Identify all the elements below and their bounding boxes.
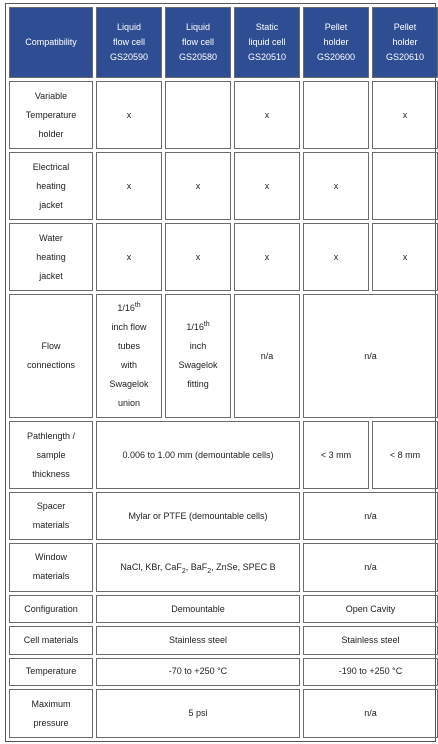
table-row-cell-materials bbox=[9, 626, 438, 654]
table-row-electrical-heating bbox=[9, 152, 438, 220]
row-label: Pathlength / sample thickness bbox=[9, 421, 93, 489]
cell-liquid-cells: Mylar or PTFE (demountable cells) bbox=[96, 492, 300, 540]
cell-gs20610: x bbox=[372, 81, 438, 149]
row-label: Spacer materials bbox=[9, 492, 93, 540]
row-label: Window materials bbox=[9, 543, 93, 592]
header-gs20590: Liquid flow cell GS20590 bbox=[96, 7, 162, 78]
table-row-variable-temperature bbox=[9, 81, 438, 149]
table-row-configuration bbox=[9, 595, 438, 623]
row-label: Flow connections bbox=[9, 294, 93, 418]
cell-gs20600: x bbox=[303, 223, 369, 291]
cell-liquid-cells: Demountable bbox=[96, 595, 300, 623]
cell-gs20610: x bbox=[372, 223, 438, 291]
cell-liquid-cells: 0.006 to 1.00 mm (demountable cells) bbox=[96, 421, 300, 489]
cell-gs20590: x bbox=[96, 223, 162, 291]
table-row-water-heating bbox=[9, 223, 438, 291]
cell-gs20590: 1/16th inch flow tubes with Swagelok union bbox=[96, 294, 162, 418]
row-label: Temperature bbox=[9, 658, 93, 686]
cell-pellet-holders: n/a bbox=[303, 492, 438, 540]
row-label: Water heating jacket bbox=[9, 223, 93, 291]
cell-liquid-cells: -70 to +250 °C bbox=[96, 658, 300, 686]
cell-gs20610: < 8 mm bbox=[372, 421, 438, 489]
cell-gs20580: x bbox=[165, 223, 231, 291]
cell-gs20580 bbox=[165, 81, 231, 149]
cell-pellet-holders: Open Cavity bbox=[303, 595, 438, 623]
table-row-pathlength bbox=[9, 421, 438, 489]
header-gs20600: Pellet holder GS20600 bbox=[303, 7, 369, 78]
cell-pellet-holders: -190 to +250 °C bbox=[303, 658, 438, 686]
cell-pellet-holders: Stainless steel bbox=[303, 626, 438, 654]
table-row-max-pressure bbox=[9, 689, 438, 738]
header-gs20580: Liquid flow cell GS20580 bbox=[165, 7, 231, 78]
cell-pellet-holders: n/a bbox=[303, 294, 438, 418]
cell-gs20580: x bbox=[165, 152, 231, 220]
header-compatibility: Compatibility bbox=[9, 7, 93, 78]
table-row-flow-connections bbox=[9, 294, 438, 418]
cell-liquid-cells: Stainless steel bbox=[96, 626, 300, 654]
cell-liquid-cells: 5 psi bbox=[96, 689, 300, 738]
cell-pellet-holders: n/a bbox=[303, 689, 438, 738]
cell-gs20510: n/a bbox=[234, 294, 300, 418]
cell-gs20600: < 3 mm bbox=[303, 421, 369, 489]
compatibility-table-container bbox=[5, 3, 436, 742]
cell-gs20580: 1/16th inch Swagelok fitting bbox=[165, 294, 231, 418]
table-row-spacer bbox=[9, 492, 438, 540]
cell-gs20510: x bbox=[234, 81, 300, 149]
header-gs20510: Static liquid cell GS20510 bbox=[234, 7, 300, 78]
table-row-temperature bbox=[9, 658, 438, 686]
header-gs20610: Pellet holder GS20610 bbox=[372, 7, 438, 78]
row-label: Configuration bbox=[9, 595, 93, 623]
cell-gs20510: x bbox=[234, 223, 300, 291]
cell-gs20590: x bbox=[96, 152, 162, 220]
table-row-window bbox=[9, 543, 438, 592]
row-label: Maximum pressure bbox=[9, 689, 93, 738]
cell-liquid-cells: NaCl, KBr, CaF$_2$, BaF$_2$, ZnSe, SPEC B bbox=[96, 543, 300, 592]
row-label: Cell materials bbox=[9, 626, 93, 654]
cell-pellet-holders: n/a bbox=[303, 543, 438, 592]
compatibility-table bbox=[6, 4, 438, 741]
cell-gs20600: x bbox=[303, 152, 369, 220]
header-row bbox=[9, 7, 438, 78]
cell-gs20590: x bbox=[96, 81, 162, 149]
cell-gs20610 bbox=[372, 152, 438, 220]
row-label: Variable Temperature holder bbox=[9, 81, 93, 149]
cell-gs20510: x bbox=[234, 152, 300, 220]
cell-gs20600 bbox=[303, 81, 369, 149]
row-label: Electrical heating jacket bbox=[9, 152, 93, 220]
